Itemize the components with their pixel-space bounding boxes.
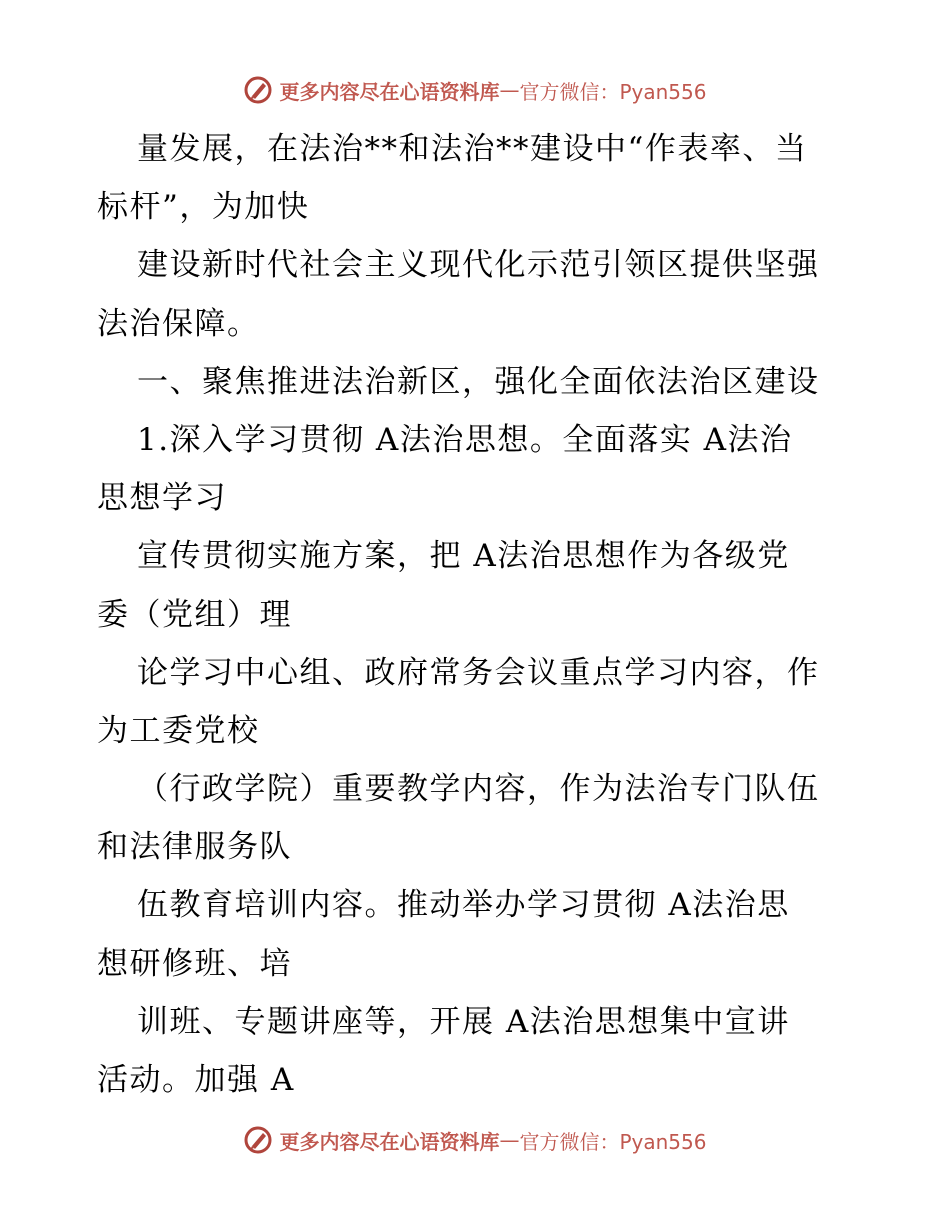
body-line: 量发展，在法治**和法治**建设中“作表率、当: [137, 131, 808, 167]
banner-contact-text: 官方微信：Pyan556: [519, 79, 707, 104]
document-body: [97, 120, 857, 1109]
banner-contact-text: 官方微信：Pyan556: [519, 1129, 707, 1154]
body-line: 建设新时代社会主义现代化示范引领区提供坚强: [137, 247, 820, 284]
banner-brand-text: 更多内容尽在心语资料库: [279, 1129, 500, 1154]
body-line: 为工委党校: [97, 712, 260, 749]
body-line: 法治保障。: [97, 305, 260, 342]
body-line: 思想学习: [97, 480, 227, 517]
banner-brand-text: 更多内容尽在心语资料库: [279, 79, 500, 104]
body-line: 1.深入学习贯彻 A法治思想。全面落实 A法治: [137, 421, 793, 458]
body-line: 宣传贯彻实施方案，把 A法治思想作为各级党: [137, 538, 790, 575]
body-line: 活动。加强 A: [97, 1062, 295, 1098]
pen-logo-icon: [243, 1125, 273, 1155]
body-line: （行政学院）重要教学内容，作为法治专门队伍: [137, 771, 820, 808]
section-heading: 一、聚焦推进法治新区，强化全面依法治区建设: [137, 363, 820, 400]
footer-banner: [0, 1120, 950, 1160]
banner-separator: —: [499, 1128, 520, 1152]
body-line: 训班、专题讲座等，开展 A法治思想集中宣讲: [137, 1003, 790, 1040]
pen-logo-icon: [243, 75, 273, 105]
banner-separator: —: [499, 78, 520, 102]
body-line: 想研修班、培: [97, 945, 292, 982]
body-line: 伍教育培训内容。推动举办学习贯彻 A法治思: [137, 887, 790, 924]
body-line: 标杆”，为加快: [97, 189, 310, 226]
header-banner: [0, 70, 950, 110]
body-line: 和法律服务队: [97, 829, 292, 866]
body-line: 委（党组）理: [97, 596, 292, 633]
body-line: 论学习中心组、政府常务会议重点学习内容，作: [137, 654, 820, 691]
